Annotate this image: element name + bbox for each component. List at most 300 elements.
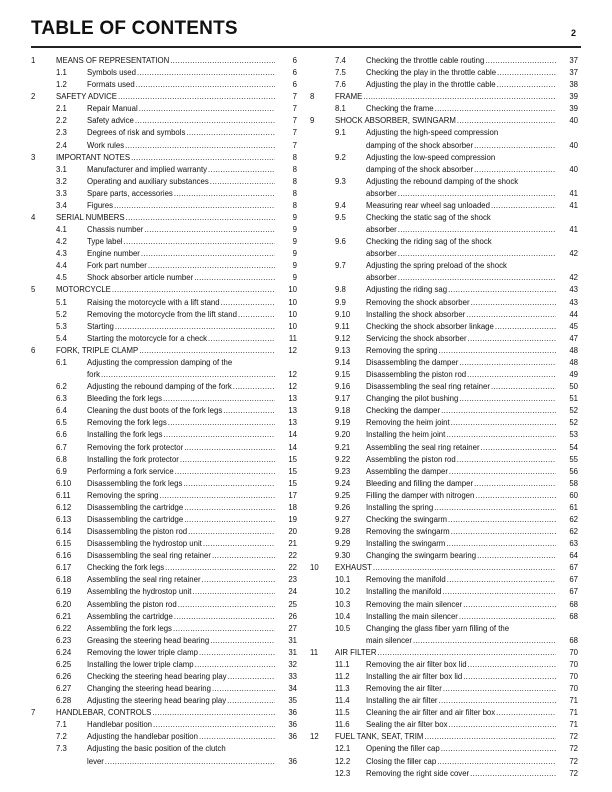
toc-entry-title xyxy=(366,574,556,586)
dot-leader xyxy=(435,103,556,115)
toc-section-entry[interactable] xyxy=(31,550,297,562)
toc-entry-label: Removing the swingarm xyxy=(366,527,450,537)
toc-section-entry[interactable] xyxy=(310,768,578,780)
dot-leader xyxy=(101,369,275,381)
toc-section-entry[interactable] xyxy=(310,321,578,333)
toc-entry-number: 6.11 xyxy=(56,490,71,500)
toc-section-entry[interactable] xyxy=(310,200,578,212)
toc-entry-title-line xyxy=(366,574,556,586)
toc-entry-page: 37 xyxy=(569,68,578,78)
toc-entry-title-line: Adjusting the basic position of the clutch xyxy=(87,744,226,754)
toc-section-entry[interactable] xyxy=(31,224,297,236)
toc-entry-title xyxy=(87,200,275,212)
toc-section-entry[interactable] xyxy=(31,393,297,405)
toc-section-entry[interactable] xyxy=(31,309,297,321)
toc-section-entry[interactable] xyxy=(310,707,578,719)
toc-entry-page: 70 xyxy=(569,647,578,657)
toc-section-entry[interactable] xyxy=(310,526,578,538)
toc-section-entry[interactable] xyxy=(31,260,297,272)
toc-chapter-entry[interactable] xyxy=(31,212,297,224)
toc-entry-number: 1 xyxy=(31,56,36,65)
dot-leader xyxy=(114,200,275,212)
toc-section-entry[interactable] xyxy=(31,454,297,466)
toc-section-entry[interactable] xyxy=(31,442,297,454)
dot-leader xyxy=(398,248,556,260)
toc-entry-label: Installing the fork legs xyxy=(87,430,163,440)
toc-section-entry[interactable] xyxy=(31,562,297,574)
toc-entry-title-line xyxy=(366,429,556,441)
toc-section-entry[interactable] xyxy=(310,514,578,526)
toc-entry-label: Work rules xyxy=(87,140,125,150)
toc-entry-number: 12.1 xyxy=(335,744,351,754)
toc-entry-label: Shock absorber article number xyxy=(87,273,194,283)
toc-entry-page: 52 xyxy=(569,406,578,416)
toc-entry-title-line xyxy=(366,466,556,478)
dot-leader xyxy=(160,490,275,502)
toc-section-entry[interactable] xyxy=(31,695,297,707)
toc-entry-page: 48 xyxy=(569,345,578,355)
toc-chapter-entry[interactable] xyxy=(310,115,578,127)
toc-entry-label: Removing the lower triple clamp xyxy=(87,647,198,657)
dot-leader xyxy=(373,562,556,574)
toc-entry-page: 70 xyxy=(569,671,578,681)
toc-entry-title xyxy=(366,417,556,429)
toc-entry-label: Checking the play in the throttle cable xyxy=(366,68,497,78)
toc-section-entry[interactable] xyxy=(310,176,578,200)
toc-section-entry[interactable] xyxy=(310,345,578,357)
dot-leader xyxy=(398,224,556,236)
toc-entry-title-line xyxy=(87,635,275,647)
toc-section-entry[interactable] xyxy=(310,743,578,755)
toc-section-entry[interactable] xyxy=(310,442,578,454)
toc-section-entry[interactable] xyxy=(31,514,297,526)
toc-section-entry[interactable] xyxy=(310,103,578,115)
toc-entry-title-line xyxy=(87,719,275,731)
toc-section-entry[interactable] xyxy=(31,635,297,647)
toc-entry-title xyxy=(366,212,556,236)
toc-entry-title xyxy=(366,309,556,321)
toc-entry-title xyxy=(366,550,556,562)
toc-section-entry[interactable] xyxy=(31,490,297,502)
toc-section-entry[interactable] xyxy=(310,381,578,393)
toc-entry-title-line: Adjusting the low-speed compression xyxy=(366,152,496,162)
toc-chapter-entry[interactable] xyxy=(31,91,297,103)
toc-entry-label: Performing a fork service xyxy=(87,466,174,476)
toc-entry-title xyxy=(366,768,556,780)
dot-leader xyxy=(447,574,556,586)
toc-entry-number: 6.4 xyxy=(56,406,67,416)
toc-entry-page: 12 xyxy=(288,345,297,355)
toc-entry-title-line xyxy=(366,695,556,707)
toc-entry-number: 7.6 xyxy=(335,80,346,90)
toc-section-entry[interactable] xyxy=(310,79,578,91)
toc-section-entry[interactable] xyxy=(31,611,297,623)
toc-entry-number: 11 xyxy=(310,647,319,657)
toc-entry-page: 13 xyxy=(288,394,297,404)
toc-entry-title xyxy=(87,466,275,478)
toc-entry-title-line xyxy=(366,478,556,490)
toc-section-entry[interactable] xyxy=(31,586,297,598)
toc-section-entry[interactable] xyxy=(31,200,297,212)
dot-leader xyxy=(175,466,275,478)
toc-entry-title xyxy=(366,236,556,260)
dot-leader xyxy=(170,55,275,67)
toc-entry-title xyxy=(87,550,275,562)
toc-section-entry[interactable] xyxy=(31,176,297,188)
toc-entry-page: 61 xyxy=(569,502,578,512)
toc-section-entry[interactable] xyxy=(310,417,578,429)
toc-entry-page: 10 xyxy=(288,297,297,307)
toc-section-entry[interactable] xyxy=(31,429,297,441)
toc-entry-label: damping of the shock absorber xyxy=(366,164,474,174)
toc-entry-page: 37 xyxy=(569,56,578,65)
toc-entry-title-line xyxy=(335,91,556,103)
toc-entry-label: Disassembling the hydrostop unit xyxy=(87,539,202,549)
toc-entry-title-line xyxy=(366,442,556,454)
toc-section-entry[interactable] xyxy=(31,79,297,91)
toc-section-entry[interactable] xyxy=(31,659,297,671)
dot-leader xyxy=(165,562,275,574)
toc-section-entry[interactable] xyxy=(310,574,578,586)
toc-entry-title xyxy=(335,115,556,127)
toc-entry-title xyxy=(56,707,275,719)
toc-section-entry[interactable] xyxy=(310,466,578,478)
toc-entry-title xyxy=(366,284,556,296)
page-number: 2 xyxy=(571,28,577,38)
toc-entry-page: 39 xyxy=(569,92,578,102)
toc-entry-number: 9.3 xyxy=(335,176,346,186)
toc-entry-title xyxy=(87,659,275,671)
toc-section-entry[interactable] xyxy=(31,743,297,767)
toc-entry-page: 9 xyxy=(292,237,297,247)
toc-entry-page: 68 xyxy=(569,635,578,645)
dot-leader xyxy=(477,550,556,562)
dot-leader xyxy=(491,200,556,212)
toc-entry-page: 10 xyxy=(288,321,297,331)
toc-entry-title-line xyxy=(87,490,275,502)
toc-entry-title xyxy=(87,514,275,526)
toc-entry-number: 9.8 xyxy=(335,285,346,295)
toc-section-entry[interactable] xyxy=(310,683,578,695)
toc-section-entry[interactable] xyxy=(31,538,297,550)
dot-leader xyxy=(208,164,275,176)
toc-entry-label: Assembling the piston rod xyxy=(366,454,456,464)
toc-entry-page: 43 xyxy=(569,297,578,307)
dot-leader xyxy=(126,212,275,224)
toc-entry-number: 10.3 xyxy=(335,599,351,609)
toc-entry-title-line xyxy=(366,756,556,768)
toc-section-entry[interactable] xyxy=(310,599,578,611)
toc-entry-number: 6.9 xyxy=(56,466,67,476)
toc-entry-title-line xyxy=(87,454,275,466)
toc-entry-title-line xyxy=(366,550,556,562)
toc-entry-title-line: Adjusting the compression damping of the xyxy=(87,357,233,367)
toc-entry-label: Assembling the damper xyxy=(366,466,448,476)
dot-leader xyxy=(463,671,556,683)
toc-entry-label: Removing the shock absorber xyxy=(366,297,470,307)
toc-entry-title-line xyxy=(87,478,275,490)
toc-entry-number: 3.4 xyxy=(56,200,67,210)
toc-section-entry[interactable] xyxy=(31,466,297,478)
toc-entry-label: Bleeding and filling the damper xyxy=(366,478,474,488)
toc-section-entry[interactable] xyxy=(310,611,578,623)
toc-section-entry[interactable] xyxy=(310,405,578,417)
toc-section-entry[interactable] xyxy=(310,671,578,683)
toc-entry-title-line xyxy=(366,526,556,538)
toc-entry-label: Assembling the cartridge xyxy=(87,611,173,621)
toc-entry-title-line xyxy=(56,91,275,103)
dot-leader xyxy=(446,429,556,441)
toc-entry-page: 50 xyxy=(569,382,578,392)
toc-entry-number: 3 xyxy=(31,152,36,162)
toc-entry-page: 36 xyxy=(288,732,297,742)
toc-entry-number: 9.12 xyxy=(335,333,351,343)
toc-entry-page: 13 xyxy=(288,406,297,416)
toc-entry-page: 19 xyxy=(288,514,297,524)
toc-entry-label: Degrees of risk and symbols xyxy=(87,128,186,138)
toc-entry-title-line xyxy=(366,768,556,780)
toc-section-entry[interactable] xyxy=(310,236,578,260)
toc-entry-page: 7 xyxy=(292,128,297,138)
toc-section-entry[interactable] xyxy=(31,526,297,538)
toc-chapter-entry[interactable] xyxy=(31,152,297,164)
toc-entry-title-line xyxy=(87,115,275,127)
toc-section-entry[interactable] xyxy=(310,623,578,647)
toc-section-entry[interactable] xyxy=(31,599,297,611)
toc-entry-label: Assembling the seal ring retainer xyxy=(87,575,201,585)
toc-section-entry[interactable] xyxy=(310,284,578,296)
toc-entry-title-line xyxy=(87,309,275,321)
toc-section-entry[interactable] xyxy=(310,357,578,369)
toc-chapter-entry[interactable] xyxy=(31,345,297,357)
dot-leader xyxy=(174,611,275,623)
toc-entry-title-line xyxy=(87,260,275,272)
toc-entry-title-line: Adjusting the spring preload of the shock xyxy=(366,261,507,271)
toc-section-entry[interactable] xyxy=(310,429,578,441)
toc-section-entry[interactable] xyxy=(310,309,578,321)
toc-entry-number: 6.17 xyxy=(56,563,72,573)
toc-chapter-entry[interactable] xyxy=(31,284,297,296)
toc-entry-title xyxy=(87,357,275,381)
toc-entry-label: Type label xyxy=(87,237,123,247)
toc-section-entry[interactable] xyxy=(31,297,297,309)
toc-section-entry[interactable] xyxy=(310,67,578,79)
toc-section-entry[interactable] xyxy=(310,550,578,562)
toc-entry-title-line xyxy=(87,140,275,152)
toc-entry-number: 9.4 xyxy=(335,200,346,210)
dot-leader xyxy=(398,188,556,200)
toc-section-entry[interactable] xyxy=(310,490,578,502)
toc-section-entry[interactable] xyxy=(31,671,297,683)
toc-entry-title xyxy=(87,127,275,139)
toc-entry-label: Removing the main silencer xyxy=(366,599,463,609)
toc-section-entry[interactable] xyxy=(310,127,578,151)
toc-entry-number: 3.1 xyxy=(56,164,67,174)
toc-entry-page: 7 xyxy=(292,140,297,150)
toc-entry-number: 8 xyxy=(310,92,315,102)
toc-entry-title-line xyxy=(87,429,275,441)
toc-section-entry[interactable] xyxy=(31,719,297,731)
toc-entry-title xyxy=(366,671,556,683)
toc-section-entry[interactable] xyxy=(31,478,297,490)
dot-leader xyxy=(210,635,275,647)
toc-section-entry[interactable] xyxy=(31,127,297,139)
toc-entry-title xyxy=(366,200,556,212)
toc-section-entry[interactable] xyxy=(310,393,578,405)
toc-section-entry[interactable] xyxy=(31,623,297,635)
toc-section-entry[interactable] xyxy=(310,695,578,707)
toc-section-entry[interactable] xyxy=(31,357,297,381)
dot-leader xyxy=(442,586,556,598)
toc-section-entry[interactable] xyxy=(310,152,578,176)
toc-section-entry[interactable] xyxy=(310,586,578,598)
toc-section-entry[interactable] xyxy=(310,478,578,490)
toc-section-entry[interactable] xyxy=(31,647,297,659)
toc-entry-title xyxy=(366,442,556,454)
toc-section-entry[interactable] xyxy=(31,188,297,200)
toc-entry-title-line xyxy=(335,115,556,127)
toc-entry-title xyxy=(87,248,275,260)
toc-section-entry[interactable] xyxy=(310,260,578,284)
toc-section-entry[interactable] xyxy=(31,321,297,333)
toc-section-entry[interactable] xyxy=(31,164,297,176)
toc-chapter-entry[interactable] xyxy=(310,647,578,659)
toc-entry-title-line xyxy=(366,345,556,357)
toc-chapter-entry[interactable] xyxy=(310,731,578,743)
toc-section-entry[interactable] xyxy=(31,574,297,586)
toc-entry-number: 7.2 xyxy=(56,732,67,742)
toc-entry-page: 49 xyxy=(569,370,578,380)
dot-leader xyxy=(228,671,275,683)
dot-leader xyxy=(168,417,275,429)
toc-section-entry[interactable] xyxy=(310,55,578,67)
toc-entry-page: 43 xyxy=(569,285,578,295)
dot-leader xyxy=(115,321,275,333)
dot-leader xyxy=(148,260,275,272)
toc-entry-label: Removing the spring xyxy=(87,490,159,500)
toc-section-entry[interactable] xyxy=(310,212,578,236)
toc-chapter-entry[interactable] xyxy=(310,91,578,103)
toc-chapter-entry[interactable] xyxy=(31,707,297,719)
toc-entry-page: 12 xyxy=(288,370,297,380)
toc-entry-label: Manufacturer and implied warranty xyxy=(87,164,208,174)
toc-entry-number: 10.2 xyxy=(335,587,351,597)
toc-entry-number: 7.3 xyxy=(56,744,67,754)
toc-section-entry[interactable] xyxy=(31,248,297,260)
toc-section-entry[interactable] xyxy=(31,103,297,115)
toc-section-entry[interactable] xyxy=(31,502,297,514)
toc-entry-label: MOTORCYCLE xyxy=(56,285,111,295)
toc-entry-page: 70 xyxy=(569,659,578,669)
toc-entry-label: Assembling the seal ring retainer xyxy=(366,442,480,452)
toc-section-entry[interactable] xyxy=(31,67,297,79)
dot-leader xyxy=(463,599,556,611)
toc-entry-label: Removing the spring xyxy=(366,345,438,355)
toc-section-entry[interactable] xyxy=(31,236,297,248)
toc-entry-page: 23 xyxy=(288,575,297,585)
toc-section-entry[interactable] xyxy=(310,719,578,731)
toc-entry-title-line xyxy=(366,454,556,466)
toc-entry-number: 10 xyxy=(310,563,319,573)
toc-entry-number: 9.1 xyxy=(335,128,346,138)
toc-entry-number: 9.7 xyxy=(335,261,346,271)
toc-entry-title xyxy=(87,635,275,647)
toc-entry-title xyxy=(366,405,556,417)
toc-section-entry[interactable] xyxy=(31,683,297,695)
toc-entry-number: 9.14 xyxy=(335,357,351,367)
toc-section-entry[interactable] xyxy=(310,297,578,309)
dot-leader xyxy=(199,731,275,743)
toc-entry-number: 4.3 xyxy=(56,249,67,259)
toc-entry-page: 55 xyxy=(569,454,578,464)
toc-section-entry[interactable] xyxy=(310,538,578,550)
toc-entry-page: 22 xyxy=(288,563,297,573)
toc-section-entry[interactable] xyxy=(310,502,578,514)
dot-leader xyxy=(449,466,556,478)
toc-entry-title-line: Adjusting the rebound damping of the shock xyxy=(366,176,519,186)
toc-entry-label: Removing the air filter xyxy=(366,684,442,694)
toc-section-entry[interactable] xyxy=(310,333,578,345)
toc-section-entry[interactable] xyxy=(310,659,578,671)
toc-entry-label: Assembling the fork legs xyxy=(87,623,172,633)
toc-section-entry[interactable] xyxy=(31,272,297,284)
toc-entry-title-line xyxy=(87,574,275,586)
toc-entry-title-line xyxy=(366,586,556,598)
toc-entry-label: Formats used xyxy=(87,80,135,90)
toc-entry-number: 9 xyxy=(310,116,315,126)
toc-entry-number: 7 xyxy=(31,708,36,718)
toc-section-entry[interactable] xyxy=(31,140,297,152)
toc-entry-page: 6 xyxy=(292,80,297,90)
toc-entry-title xyxy=(87,743,275,767)
toc-entry-title-line xyxy=(87,538,275,550)
dot-leader xyxy=(174,188,275,200)
toc-section-entry[interactable] xyxy=(31,333,297,345)
toc-entry-page: 33 xyxy=(288,671,297,681)
toc-section-entry[interactable] xyxy=(310,454,578,466)
toc-entry-page: 40 xyxy=(569,116,578,126)
toc-entry-title xyxy=(87,224,275,236)
toc-entry-title-line xyxy=(366,103,556,115)
toc-entry-title xyxy=(366,623,556,647)
toc-entry-title-line xyxy=(87,236,275,248)
toc-section-entry[interactable] xyxy=(31,381,297,393)
dot-leader xyxy=(468,659,556,671)
toc-entry-page: 9 xyxy=(292,213,297,223)
toc-section-entry[interactable] xyxy=(31,417,297,429)
toc-chapter-entry[interactable] xyxy=(31,55,297,67)
toc-entry-title xyxy=(366,103,556,115)
toc-section-entry[interactable] xyxy=(310,756,578,768)
toc-entry-page: 35 xyxy=(288,696,297,706)
toc-entry-number: 9.6 xyxy=(335,237,346,247)
toc-section-entry[interactable] xyxy=(310,369,578,381)
toc-entry-number: 9.21 xyxy=(335,442,351,452)
toc-entry-number: 6.20 xyxy=(56,599,72,609)
toc-entry-label: Disassembling the piston rod xyxy=(87,527,188,537)
toc-entry-page: 6 xyxy=(292,56,297,65)
toc-section-entry[interactable] xyxy=(31,115,297,127)
toc-entry-page: 26 xyxy=(288,611,297,621)
toc-entry-title xyxy=(87,611,275,623)
toc-entry-label: Opening the filler cap xyxy=(366,744,440,754)
toc-chapter-entry[interactable] xyxy=(310,562,578,574)
toc-section-entry[interactable] xyxy=(31,731,297,743)
toc-entry-page: 34 xyxy=(288,684,297,694)
toc-entry-number: 12.2 xyxy=(335,756,351,766)
toc-section-entry[interactable] xyxy=(31,405,297,417)
toc-entry-page: 32 xyxy=(288,659,297,669)
